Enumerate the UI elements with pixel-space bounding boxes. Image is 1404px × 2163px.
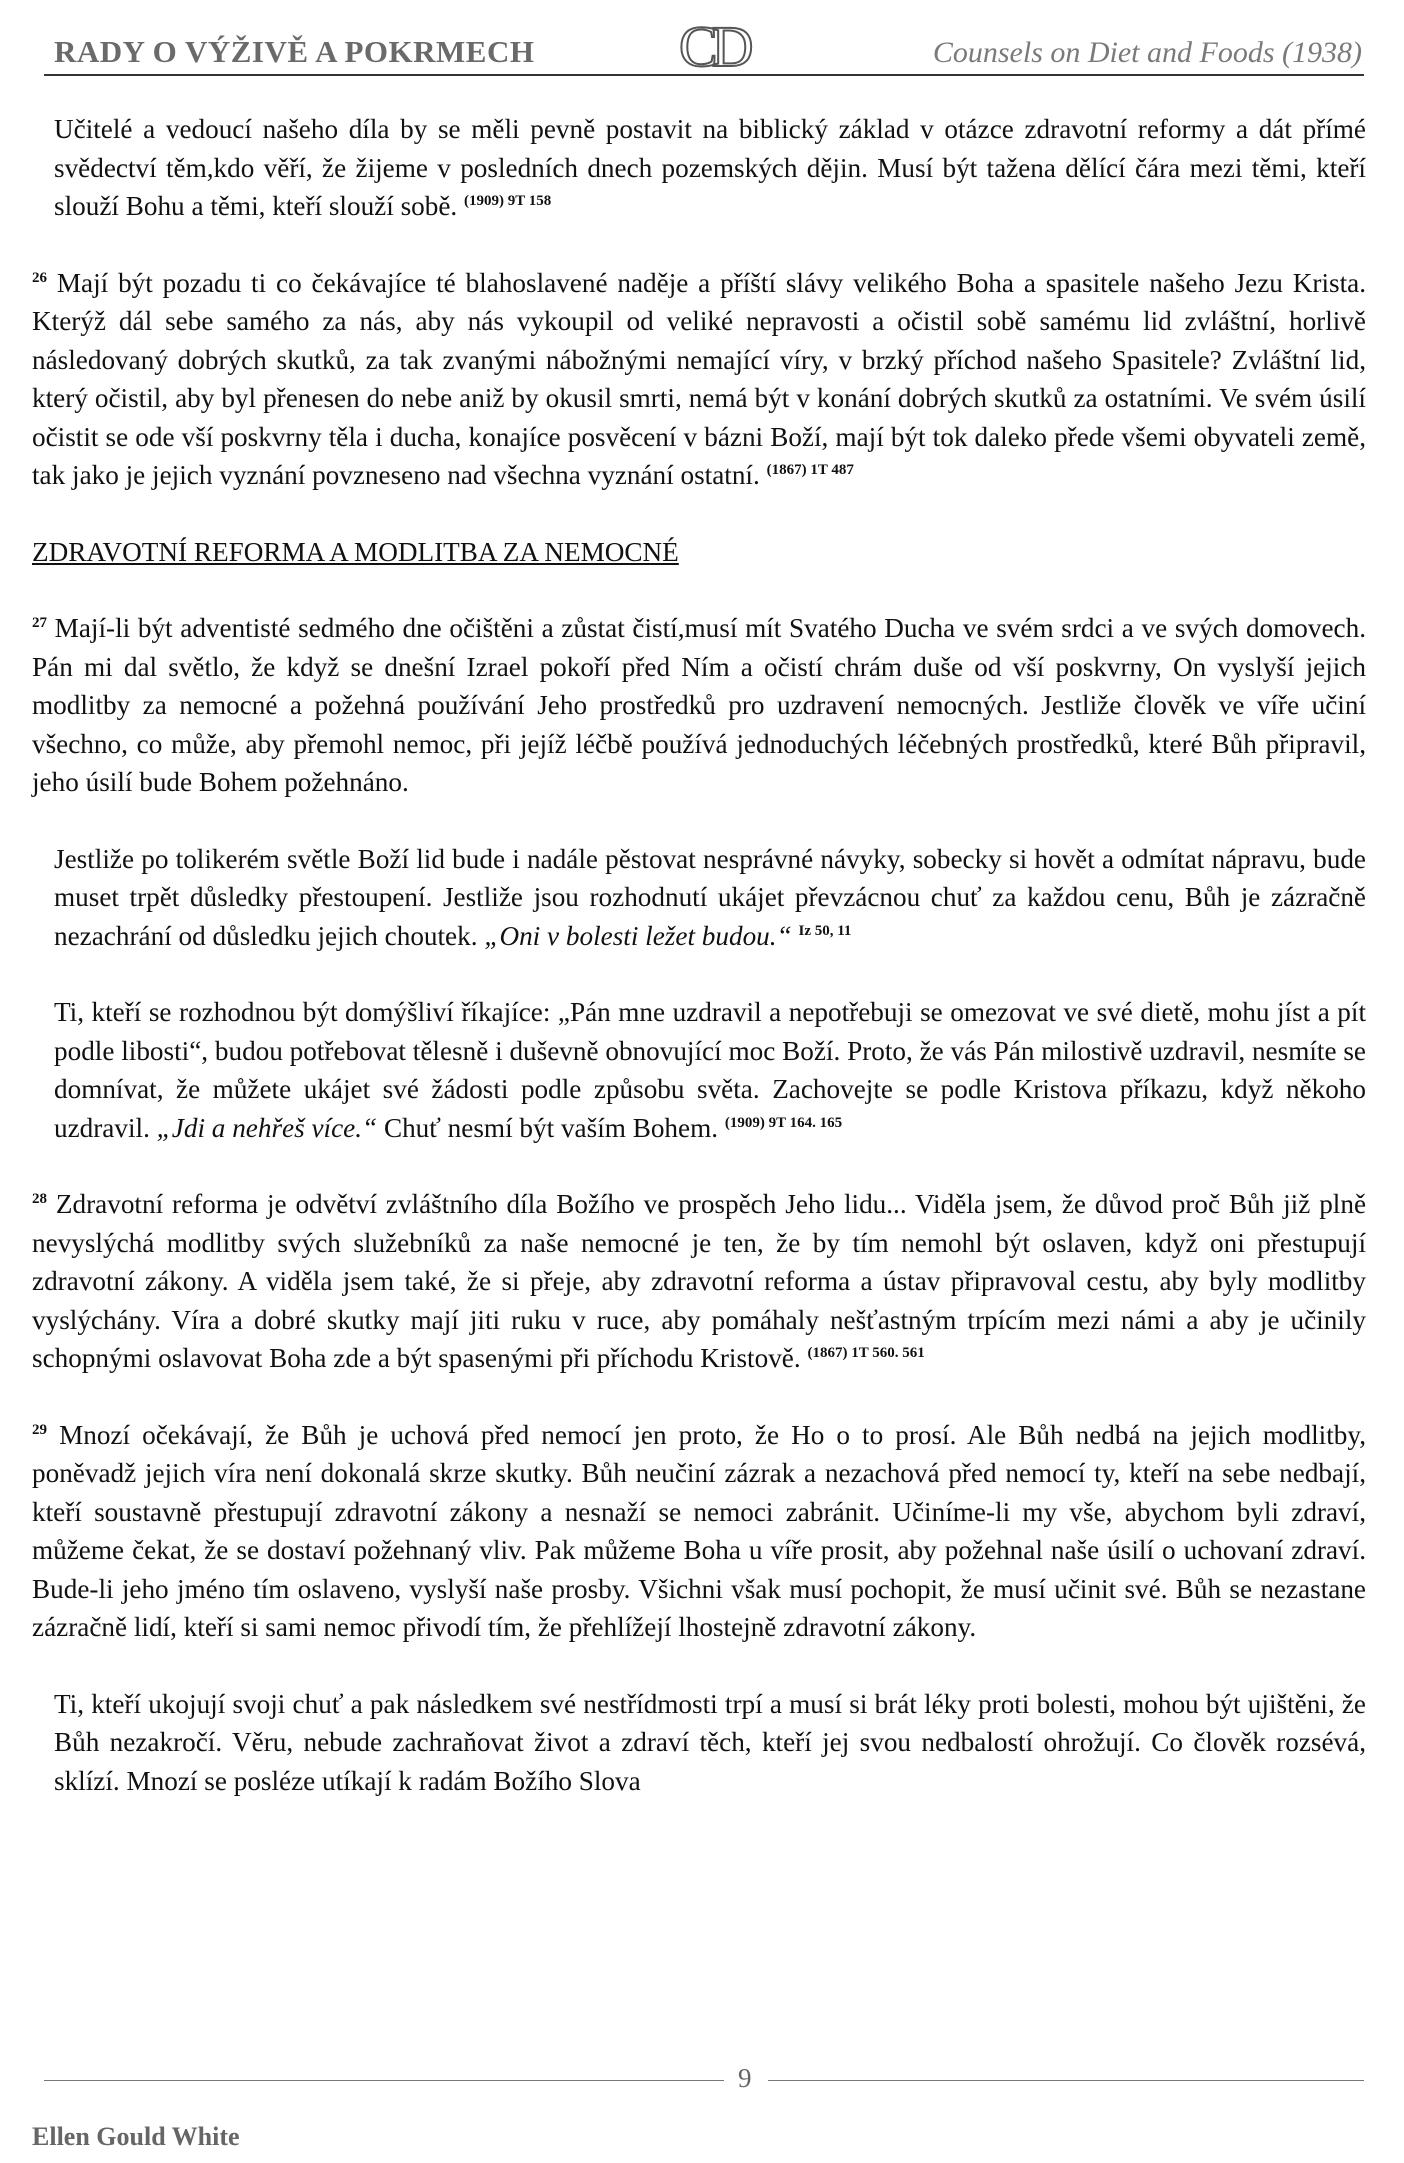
- paragraph-5-text-end: Chuť nesmí být vaším Bohem.: [383, 1112, 719, 1143]
- paragraph-28-text: Zdravotní reforma je odvětví zvláštního díla Božího ve prospěch Jeho lidu... Viděla jsem, že důvod proč Bůh již plně nevyslýchá modlitby svých služebníků za naše nemocné je ten, že by tím nemohl být oslaven, když oni přestupují zdravotní zákony. A viděla jsem také, že si přeje, aby zdravotní reforma a ústav připravoval cestu, aby byly modlitby vyslýchány. Víra a dobré skutky mají jiti ruku v ruce, aby pomáhaly nešťastným trpícím mezi námi a aby je učinily schopnými oslavovat Boha zde a být spasenými při příchodu Kristově.: [32, 1189, 1367, 1373]
- footer-author: Ellen Gould White: [32, 2122, 240, 2151]
- reference: (1909) 9T 158: [464, 192, 552, 209]
- paragraph-number: 29: [32, 1421, 47, 1438]
- footer-rule-left: [44, 2080, 724, 2081]
- paragraph-27: [32, 609, 1366, 802]
- paragraph-4: [32, 840, 1366, 956]
- paragraph-1: [32, 110, 1366, 226]
- paragraph-number: 26: [32, 269, 47, 286]
- paragraph-29: [32, 1416, 1366, 1647]
- reference: (1867) 1T 487: [766, 461, 854, 478]
- section-heading: ZDRAVOTNÍ REFORMA A MODLITBA ZA NEMOCNÉ: [32, 536, 679, 567]
- page-number: 9: [738, 2063, 752, 2093]
- page-body: [32, 110, 1366, 1800]
- quote: „Oni v bolesti ležet budou.“: [484, 920, 792, 951]
- paragraph-5: [32, 993, 1366, 1147]
- paragraph-29-text: Mnozí očekávají, že Bůh je uchová před nemocí jen proto, že Ho o to prosí. Ale Bůh nedbá na jejich modlitby, poněvadž jejich víra není dokonalá skrze skutky. Bůh neučiní zázrak a nezachová před nemocí ty, kteří na sebe nedbají, kteří soustavně přestupují zdravotní zákony a nesnaží se nemoci zabránit. Učiníme-li my vše, abychom byli zdraví, můžeme čekat, že se dostaví požehnaný vliv. Pak můžeme Boha u víře prosit, aby požehnal naše úsilí o uchovaní zdraví. Bude-li jeho jméno tím oslaveno, vyslyší naše prosby. Všichni však musí pochopit, že musí učinit své. Bůh se nezastane zázračně lidí, kteří si sami nemoc přivodí tím, že přehlížejí lhostejně zdravotní zákony.: [32, 1419, 1367, 1642]
- header-english-title: Counsels on Diet and Foods (1938): [932, 36, 1362, 69]
- paragraph-26: [32, 264, 1366, 495]
- paragraph-28: [32, 1185, 1366, 1378]
- header-divider: [44, 74, 1364, 76]
- paragraph-number: 28: [32, 1190, 47, 1207]
- reference: (1909) 9T 164. 165: [724, 1114, 843, 1131]
- footer-rule-right: [768, 2080, 1364, 2081]
- header-book-title: RADY O VÝŽIVĚ A POKRMECH: [54, 34, 535, 69]
- paragraph-8-text: Ti, kteří ukojují svoji chuť a pak následkem své nestřídmosti trpí a musí si brát léky proti bolesti, mohou být ujištěni, že Bůh nezakročí. Věru, nebude zachraňovat život a zdraví těch, kteří jej svou nedbalostí ohrožují. Co člověk rozsévá, sklízí. Mnozí se posléze utíkají k radám Božího Slova: [54, 1688, 1366, 1796]
- quote: „Jdi a nehřeš více.“: [156, 1112, 378, 1143]
- paragraph-number: 27: [32, 614, 47, 631]
- paragraph-4-text: Jestliže po tolikerém světle Boží lid bude i nadále pěstovat nesprávné návyky, sobecky si hovět a odmítat nápravu, bude muset trpět důsledky přestoupení. Jestliže jsou rozhodnutí ukájet převzácnou chuť za každou cenu, Bůh je zázračně nezachrání od důsledku jejich choutek.: [54, 843, 1366, 951]
- paragraph-26-text: Mají být pozadu ti co čekávajíce té blahoslavené naděje a příští slávy velikého Boha a spasitele našeho Jezu Krista. Kterýž dál sebe samého za nás, aby nás vykoupil od veliké nepravosti a očistil sobě samému lid zvláštní, horlivě následovaný dobrých skutků, za tak zvanými nábožnými nemající víry, v brzký příchod našeho Spasitele? Zvláštní lid, který očistil, aby byl přenesen do nebe aniž by okusil smrti, nemá být v konání dobrých skutků za ostatními. Ve svém úsilí očistit se ode vší poskvrny těla i ducha, konajíce posvěcení v bázni Boží, mají být tok daleko přede všemi obyvateli země, tak jako je jejich vyznání povzneseno nad všechna vyznání ostatní.: [32, 267, 1366, 490]
- reference: Iz 50, 11: [798, 922, 852, 939]
- page-header: [44, 14, 1364, 79]
- paragraph-5-text: Ti, kteří se rozhodnou být domýšliví říkajíce: „Pán mne uzdravil a nepotřebuji se omezovat ve své dietě, mohu jíst a pít podle libosti“, budou potřebovat tělesně i duševně obnovující moc Boží. Proto, že vás Pán milostivě uzdravil, nesmíte se domnívat, že můžete ukájet své žádosti podle způsobu světa. Zachovejte se podle Kristova příkazu, když někoho uzdravil.: [54, 997, 1366, 1143]
- paragraph-8: [32, 1685, 1366, 1801]
- paragraph-1-text: Učitelé a vedoucí našeho díla by se měli pevně postavit na biblický základ v otázce zdravotní reformy a dát přímé svědectví těm,kdo věří, že žijeme v posledních dnech pozemských dějin. Musí být tažena dělící čára mezi těmi, kteří slouží Bohu a těmi, kteří slouží sobě.: [54, 114, 1366, 221]
- cd-logo: CD: [679, 14, 748, 79]
- paragraph-27-text: Mají-li být adventisté sedmého dne očištěni a zůstat čistí,musí mít Svatého Ducha ve svém srdci a ve svých domovech. Pán mi dal světlo, že když se dnešní Izrael pokoří před Ním a očistí chrám duše od vší poskvrny, On vyslyší jejich modlitby za nemocné a požehná používání Jeho prostředků pro uzdravení nemocných. Jestliže člověk ve víře učiní všechno, co může, aby přemohl nemoc, při jejíž léčbě používá jednoduchých léčebných prostředků, které Bůh připravil, jeho úsilí bude Bohem požehnáno.: [32, 613, 1366, 797]
- reference: (1867) 1T 560. 561: [807, 1344, 925, 1361]
